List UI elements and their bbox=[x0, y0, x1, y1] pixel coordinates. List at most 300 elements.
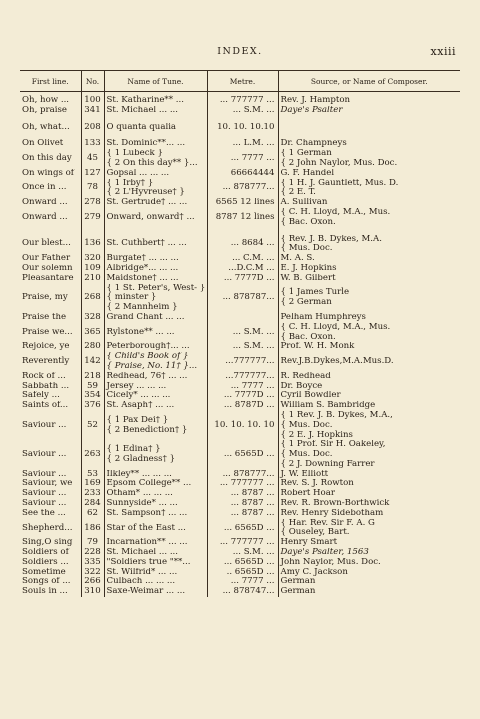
source-cell bbox=[278, 509, 460, 519]
cell-line: Cyril Bowdler bbox=[280, 391, 341, 401]
source-cell bbox=[278, 92, 460, 106]
hymn-number-cell: 328 bbox=[81, 313, 104, 323]
cell-line: St. Cuthbert† ... ... bbox=[106, 238, 187, 249]
table-row bbox=[20, 123, 460, 133]
table-row bbox=[20, 264, 460, 274]
cell-line: Rev. S. J. Rowton bbox=[280, 479, 354, 489]
source-cell bbox=[278, 235, 460, 255]
table-row bbox=[20, 106, 460, 116]
first-line-cell: Souls in ... bbox=[22, 587, 68, 597]
table-row bbox=[20, 479, 460, 489]
tune-name-cell bbox=[104, 139, 207, 149]
cell-line: John Naylor, Mus. Doc. bbox=[280, 557, 381, 567]
cell-line: { C. H. Lloyd, M.A., Mus. bbox=[280, 322, 391, 332]
hymn-number-cell: 322 bbox=[81, 568, 104, 578]
source-cell bbox=[278, 587, 460, 597]
table-row bbox=[20, 548, 460, 558]
tune-name-cell bbox=[104, 179, 207, 199]
first-line-cell: Our Father bbox=[22, 254, 71, 264]
source-cell bbox=[278, 274, 460, 284]
cell-line: St. Michael ... ... bbox=[106, 105, 179, 115]
cell-line: R. Redhead bbox=[280, 371, 331, 381]
metre-cell bbox=[207, 313, 278, 323]
metre-cell: ... 8787D ... bbox=[207, 401, 278, 411]
first-line-cell: On wings of bbox=[22, 168, 74, 178]
row-spacer bbox=[20, 228, 460, 235]
cell-line: Burgate† ... ... ... bbox=[106, 254, 179, 264]
metre-cell: ... L.M. ... bbox=[207, 139, 278, 149]
table-row bbox=[20, 274, 460, 284]
tune-name-cell bbox=[104, 208, 207, 228]
col-tune-header: Name of Tune. bbox=[104, 71, 207, 92]
col-first-line-header: First line. bbox=[20, 71, 81, 92]
source-cell bbox=[278, 313, 460, 323]
cell-line: Amy C. Jackson bbox=[280, 567, 348, 577]
cell-line: Peterborough†... ... bbox=[106, 342, 190, 352]
first-line-cell: Oh, praise bbox=[22, 105, 68, 115]
hymn-number-cell: 169 bbox=[81, 479, 104, 489]
source-cell bbox=[278, 342, 460, 352]
cell-line: Gopsal ... ... ... bbox=[106, 168, 170, 178]
source-cell bbox=[278, 169, 460, 179]
cell-line: { 2 John Naylor, Mus. Doc. bbox=[280, 157, 398, 168]
first-line-cell: Praise we... bbox=[22, 326, 73, 337]
cell-line: Maidstone† ... ... bbox=[106, 273, 179, 283]
metre-cell: ...D.C.M ... bbox=[207, 264, 278, 274]
first-line-cell: Onward ... bbox=[22, 211, 68, 222]
page-title: INDEX. bbox=[217, 46, 263, 57]
col-source-header: Source, or Name of Composer. bbox=[278, 71, 460, 92]
first-line-cell: Saviour ... bbox=[22, 419, 67, 430]
first-line-cell: On Olivet bbox=[22, 139, 64, 149]
cell-line: { Har. Rev. Sir F. A. G bbox=[280, 518, 375, 528]
first-line-cell: Saints of... bbox=[22, 401, 69, 411]
cell-line: G. F. Handel bbox=[280, 168, 335, 178]
cell-line: German bbox=[280, 587, 316, 597]
tune-name-cell bbox=[104, 123, 207, 133]
cell-line: { 2 J. Downing Farrer bbox=[280, 458, 375, 469]
hymn-number-cell: 100 bbox=[81, 92, 104, 106]
cell-line: Redhead, 76† ... ... bbox=[106, 371, 188, 381]
cell-line: { Ouseley, Bart. bbox=[280, 527, 350, 538]
source-cell bbox=[278, 391, 460, 401]
tune-name-cell bbox=[104, 548, 207, 558]
cell-line: Star of the East ... bbox=[106, 522, 186, 533]
cell-line: O quanta qualia bbox=[106, 122, 177, 132]
table-row bbox=[20, 313, 460, 323]
metre-cell: ... 7777 ... bbox=[207, 149, 278, 169]
cell-line: { 2 E. J. Hopkins bbox=[280, 429, 353, 440]
cell-line: { 1 Lubeck } bbox=[106, 149, 163, 159]
first-line-cell: Safely ... bbox=[22, 391, 60, 401]
source-cell bbox=[278, 558, 460, 568]
table-row bbox=[20, 391, 460, 401]
first-line-cell: Songs of ... bbox=[22, 577, 71, 587]
source-cell bbox=[278, 519, 460, 539]
table-row bbox=[20, 538, 460, 548]
tune-name-cell bbox=[104, 198, 207, 208]
cell-line: { Mus. Doc. bbox=[280, 419, 333, 430]
cell-line: { Mus. Doc. bbox=[280, 449, 333, 460]
table-row bbox=[20, 489, 460, 499]
hymn-number-cell: 310 bbox=[81, 587, 104, 597]
cell-line: Pelham Humphreys bbox=[280, 312, 366, 322]
table-row bbox=[20, 568, 460, 578]
tune-name-cell bbox=[104, 106, 207, 116]
first-line-cell: Oh, how ... bbox=[22, 95, 70, 105]
hymn-number-cell: 233 bbox=[81, 489, 104, 499]
cell-line: St. Asaph† ... ... bbox=[106, 401, 175, 411]
table-row bbox=[20, 92, 460, 106]
hymn-number-cell: 268 bbox=[81, 284, 104, 313]
table-row bbox=[20, 519, 460, 539]
table-row bbox=[20, 577, 460, 587]
cell-line: { C. H. Lloyd, M.A., Mus. bbox=[280, 207, 391, 217]
metre-cell: ... 8787 ... bbox=[207, 499, 278, 509]
hymn-number-cell: 263 bbox=[81, 440, 104, 469]
metre-cell: ... C.M. ... bbox=[207, 254, 278, 264]
source-cell bbox=[278, 139, 460, 149]
source-cell bbox=[278, 323, 460, 343]
source-cell bbox=[278, 372, 460, 382]
metre-cell: 66664444 bbox=[207, 169, 278, 179]
source-cell bbox=[278, 106, 460, 116]
tune-name-cell bbox=[104, 587, 207, 597]
metre-cell: ... 7777 ... bbox=[207, 382, 278, 392]
page-number: xxiii bbox=[430, 45, 456, 58]
table-row bbox=[20, 342, 460, 352]
metre-cell: ... 7777D ... bbox=[207, 391, 278, 401]
table-row bbox=[20, 509, 460, 519]
cell-line: Otham* ... ... ... bbox=[106, 489, 173, 499]
metre-cell: ... 777777 ... bbox=[207, 479, 278, 489]
cell-line: "Soldiers true "**... bbox=[106, 557, 191, 567]
source-cell bbox=[278, 382, 460, 392]
tune-name-cell bbox=[104, 284, 207, 313]
cell-line: J. W. Elliott bbox=[280, 469, 329, 479]
cell-line: { 2 Benediction† } bbox=[106, 424, 188, 435]
source-cell bbox=[278, 264, 460, 274]
first-line-cell: See the ... bbox=[22, 508, 66, 518]
source-cell bbox=[278, 548, 460, 558]
first-line-cell: Shepherd... bbox=[22, 522, 73, 533]
metre-cell: .. 6565D ... bbox=[207, 568, 278, 578]
cell-line: Albridge*... ... ... bbox=[106, 263, 179, 273]
cell-line: Ilkley** ... ... ... bbox=[106, 469, 172, 479]
cell-line: Dr. Champneys bbox=[280, 139, 347, 149]
cell-line: { 1 German bbox=[280, 149, 332, 159]
tune-name-cell bbox=[104, 149, 207, 169]
table-row bbox=[20, 198, 460, 208]
tune-name-cell bbox=[104, 519, 207, 539]
source-cell bbox=[278, 149, 460, 169]
table-row bbox=[20, 587, 460, 597]
tune-name-cell bbox=[104, 254, 207, 264]
metre-cell: ... 8684 ... bbox=[207, 235, 278, 255]
tune-name-cell bbox=[104, 382, 207, 392]
tune-name-cell bbox=[104, 274, 207, 284]
hymn-number-cell: 79 bbox=[81, 538, 104, 548]
first-line-cell: Oh, what... bbox=[22, 122, 70, 132]
metre-cell: ... 777777 ... bbox=[207, 538, 278, 548]
source-cell bbox=[278, 352, 460, 372]
cell-line: { 2 E. T. bbox=[280, 187, 316, 198]
first-line-cell: Our solemn bbox=[22, 263, 73, 273]
cell-line: Culbach ... ... ... bbox=[106, 577, 176, 587]
cell-line: St. Dominic**... ... bbox=[106, 139, 186, 149]
tune-name-cell bbox=[104, 391, 207, 401]
cell-line: Rev. Henry Sidebotham bbox=[280, 508, 384, 518]
hymn-number-cell: 133 bbox=[81, 139, 104, 149]
cell-line: { 1 Edina† } bbox=[106, 444, 161, 455]
hymn-number-cell: 62 bbox=[81, 509, 104, 519]
cell-line: Dr. Boyce bbox=[280, 381, 323, 391]
hymn-number-cell: 228 bbox=[81, 548, 104, 558]
hymn-number-cell: 218 bbox=[81, 372, 104, 382]
cell-line: St. Sampson† ... ... bbox=[106, 508, 188, 518]
cell-line: { 1 St. Peter's, West- } bbox=[106, 283, 206, 293]
table-row bbox=[20, 284, 460, 313]
first-line-cell: Rock of ... bbox=[22, 371, 66, 381]
cell-line: M. A. S. bbox=[280, 254, 315, 264]
first-line-cell: Praise the bbox=[22, 312, 67, 322]
table-row bbox=[20, 235, 460, 255]
hymn-number-cell: 341 bbox=[81, 106, 104, 116]
cell-line: { Praise, No. 11† }... bbox=[106, 360, 198, 371]
hymn-number-cell: 208 bbox=[81, 123, 104, 133]
source-cell bbox=[278, 568, 460, 578]
tune-name-cell bbox=[104, 509, 207, 519]
cell-line: German bbox=[280, 577, 316, 587]
cell-line: { 2 Mannheim } bbox=[106, 302, 178, 313]
cell-line: St. Wilfrid* ... ... bbox=[106, 567, 178, 577]
metre-cell: 6565 12 lines bbox=[207, 198, 278, 208]
tune-name-cell bbox=[104, 323, 207, 343]
source-cell bbox=[278, 284, 460, 313]
metre-cell: ... 7777 ... bbox=[207, 577, 278, 587]
cell-line: Prof. W. H. Monk bbox=[280, 342, 355, 352]
metre-cell: ...777777... bbox=[207, 352, 278, 372]
hymn-number-cell: 278 bbox=[81, 198, 104, 208]
hymn-number-cell: 142 bbox=[81, 352, 104, 372]
metre-cell: ... 878747... bbox=[207, 587, 278, 597]
cell-line: { 2 Gladness† } bbox=[106, 453, 176, 464]
tune-name-cell bbox=[104, 499, 207, 509]
table-body bbox=[20, 92, 460, 598]
metre-cell: ... 6565D ... bbox=[207, 558, 278, 568]
metre-cell: ... 878777... bbox=[207, 470, 278, 480]
tune-name-cell bbox=[104, 479, 207, 489]
source-cell bbox=[278, 499, 460, 509]
source-cell bbox=[278, 577, 460, 587]
tune-name-cell bbox=[104, 352, 207, 372]
cell-line: { Rev. J. B. Dykes, M.A. bbox=[280, 234, 382, 244]
table-row bbox=[20, 323, 460, 343]
cell-line: William S. Bambridge bbox=[280, 401, 376, 411]
first-line-cell: Saviour, we bbox=[22, 479, 73, 489]
source-cell bbox=[278, 254, 460, 264]
metre-cell: ... S.M. ... bbox=[207, 106, 278, 116]
first-line-cell: Our blest... bbox=[22, 238, 71, 249]
table-row bbox=[20, 352, 460, 372]
first-line-cell: Sabbath ... bbox=[22, 381, 70, 391]
tune-name-cell bbox=[104, 489, 207, 499]
tune-name-cell bbox=[104, 538, 207, 548]
cell-line: Daye's Psalter, 1563 bbox=[280, 548, 369, 558]
source-cell bbox=[278, 208, 460, 228]
tune-name-cell bbox=[104, 440, 207, 469]
table-row bbox=[20, 499, 460, 509]
cell-line: Rylstone** ... ... bbox=[106, 326, 175, 337]
cell-line: { 2 On this day** }... bbox=[106, 157, 198, 168]
cell-line: { 2 German bbox=[280, 297, 332, 308]
tune-name-cell bbox=[104, 577, 207, 587]
table-row bbox=[20, 254, 460, 264]
cell-line: St. Katharine** ... bbox=[106, 95, 184, 105]
hymn-number-cell: 365 bbox=[81, 323, 104, 343]
table-row bbox=[20, 558, 460, 568]
hymn-number-cell: 78 bbox=[81, 179, 104, 199]
source-cell bbox=[278, 198, 460, 208]
first-line-cell: Onward ... bbox=[22, 198, 68, 208]
cell-line: Epsom College** ... bbox=[106, 479, 192, 489]
metre-cell: ... 6565D ... bbox=[207, 440, 278, 469]
tune-name-cell bbox=[104, 558, 207, 568]
tune-name-cell bbox=[104, 169, 207, 179]
hymn-number-cell: 266 bbox=[81, 577, 104, 587]
cell-line: { 1 Irby† } bbox=[106, 178, 154, 188]
col-number-header: No. bbox=[81, 71, 104, 92]
source-cell bbox=[278, 401, 460, 411]
cell-line: Saxe-Weimar ... ... bbox=[106, 587, 186, 597]
tune-name-cell bbox=[104, 264, 207, 274]
hymn-number-cell: 376 bbox=[81, 401, 104, 411]
cell-line: { 1 Pax Dei† } bbox=[106, 414, 169, 425]
source-cell bbox=[278, 123, 460, 133]
hymn-number-cell: 354 bbox=[81, 391, 104, 401]
hymn-number-cell: 280 bbox=[81, 342, 104, 352]
cell-line: Incarnation** ... ... bbox=[106, 538, 188, 548]
hymn-number-cell: 320 bbox=[81, 254, 104, 264]
cell-line: Daye's Psalter bbox=[280, 105, 343, 115]
tune-name-cell bbox=[104, 342, 207, 352]
first-line-cell: On this day bbox=[22, 153, 72, 164]
metre-cell: ... S.M. ... bbox=[207, 323, 278, 343]
table-row bbox=[20, 382, 460, 392]
hymn-number-cell: 53 bbox=[81, 470, 104, 480]
table-row bbox=[20, 440, 460, 469]
hymn-number-cell: 52 bbox=[81, 411, 104, 440]
table-row bbox=[20, 470, 460, 480]
first-line-cell: Sometime bbox=[22, 567, 66, 577]
metre-cell: ... 8787 ... bbox=[207, 509, 278, 519]
table-row bbox=[20, 149, 460, 169]
source-cell bbox=[278, 479, 460, 489]
tune-name-cell bbox=[104, 568, 207, 578]
metre-cell: ... S.M. ... bbox=[207, 548, 278, 558]
table-row bbox=[20, 372, 460, 382]
cell-line: St. Michael ... ... bbox=[106, 548, 179, 558]
row-spacer bbox=[20, 116, 460, 123]
cell-line: Onward, onward† ... bbox=[106, 211, 195, 222]
hymn-number-cell: 45 bbox=[81, 149, 104, 169]
table-row bbox=[20, 401, 460, 411]
first-line-cell: Sing,O sing bbox=[22, 538, 73, 548]
cell-line: Sunnyside* ... ... bbox=[106, 499, 178, 509]
cell-line: Cicely* ... ... ... bbox=[106, 391, 171, 401]
cell-line: { minster } bbox=[106, 292, 157, 303]
metre-cell: 10. 10. 10. 10 bbox=[207, 411, 278, 440]
tune-name-cell bbox=[104, 92, 207, 106]
metre-cell: ... 878787... bbox=[207, 284, 278, 313]
source-cell bbox=[278, 179, 460, 199]
table-row bbox=[20, 169, 460, 179]
cell-line: Robert Hoar bbox=[280, 489, 335, 499]
cell-line: A. Sullivan bbox=[280, 198, 328, 208]
row-spacer bbox=[20, 132, 460, 139]
col-metre-header: Metre. bbox=[207, 71, 278, 92]
cell-line: { Bac. Oxon. bbox=[280, 331, 336, 342]
hymn-number-cell: 136 bbox=[81, 235, 104, 255]
tune-name-cell bbox=[104, 470, 207, 480]
cell-line: Rev.J.B.Dykes,M.A.Mus.D. bbox=[280, 356, 394, 367]
first-line-cell: Saviour ... bbox=[22, 449, 67, 460]
hymn-index-table bbox=[20, 70, 460, 597]
metre-cell: ... 6565D ... bbox=[207, 519, 278, 539]
first-line-cell: Saviour ... bbox=[22, 469, 67, 479]
hymn-number-cell: 210 bbox=[81, 274, 104, 284]
cell-line: { 1 H. J. Gauntlett, Mus. D. bbox=[280, 178, 399, 188]
metre-cell: ...777777... bbox=[207, 372, 278, 382]
metre-cell: ... 7777D ... bbox=[207, 274, 278, 284]
hymn-number-cell: 109 bbox=[81, 264, 104, 274]
table-row bbox=[20, 411, 460, 440]
metre-cell: ... 878777... bbox=[207, 179, 278, 199]
hymn-number-cell: 59 bbox=[81, 382, 104, 392]
source-cell bbox=[278, 538, 460, 548]
first-line-cell: Soldiers of bbox=[22, 548, 69, 558]
cell-line: W. B. Gilbert bbox=[280, 273, 336, 283]
cell-line: { 1 Prof. Sir H. Oakeley, bbox=[280, 440, 386, 450]
tune-name-cell bbox=[104, 235, 207, 255]
metre-cell: ... 777777 ... bbox=[207, 92, 278, 106]
tune-name-cell bbox=[104, 401, 207, 411]
metre-cell: ... S.M. ... bbox=[207, 342, 278, 352]
first-line-cell: Saviour ... bbox=[22, 499, 67, 509]
tune-name-cell bbox=[104, 372, 207, 382]
table-header-row bbox=[20, 71, 460, 92]
cell-line: Grand Chant ... ... bbox=[106, 312, 185, 322]
source-cell bbox=[278, 470, 460, 480]
tune-name-cell bbox=[104, 411, 207, 440]
cell-line: E. J. Hopkins bbox=[280, 263, 337, 273]
cell-line: { 1 James Turle bbox=[280, 287, 350, 298]
first-line-cell: Once in ... bbox=[22, 182, 67, 193]
first-line-cell: Praise, my bbox=[22, 292, 68, 303]
cell-line: { Child's Book of } bbox=[106, 352, 189, 362]
cell-line: { 2 L'Hyvreuse† } bbox=[106, 187, 185, 198]
table-row bbox=[20, 139, 460, 149]
hymn-number-cell: 335 bbox=[81, 558, 104, 568]
cell-line: Rev. J. Hampton bbox=[280, 95, 351, 105]
cell-line: { 1 Rev. J. B. Dykes, M.A., bbox=[280, 410, 393, 420]
cell-line: Rev. R. Brown-Borthwick bbox=[280, 499, 390, 509]
cell-line: Henry Smart bbox=[280, 538, 338, 548]
first-line-cell: Soldiers ... bbox=[22, 557, 69, 567]
hymn-number-cell: 127 bbox=[81, 169, 104, 179]
source-cell bbox=[278, 440, 460, 469]
hymn-number-cell: 279 bbox=[81, 208, 104, 228]
